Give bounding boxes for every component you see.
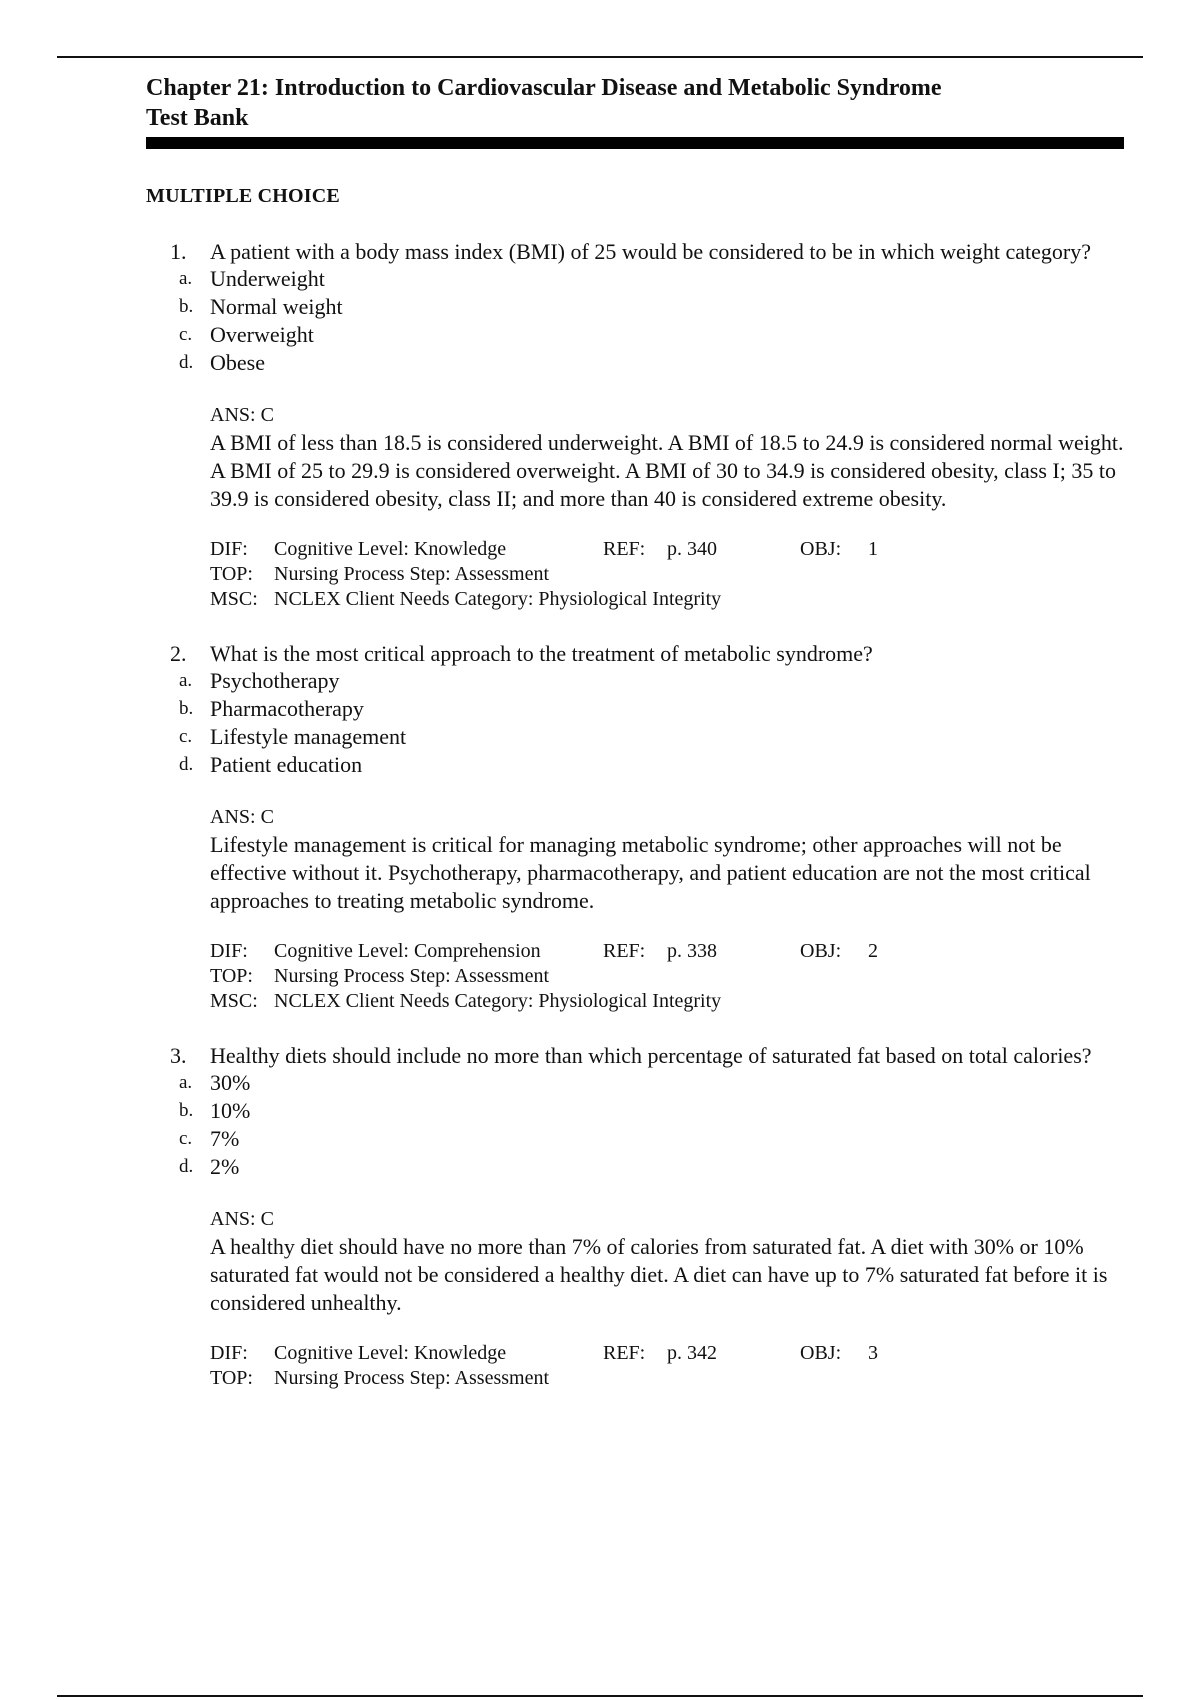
obj-value: 1 [868, 538, 878, 560]
section-heading: MULTIPLE CHOICE [146, 185, 340, 207]
document-title-line2: Test Bank [146, 105, 249, 131]
answer-block [210, 1205, 1130, 1317]
obj-field [800, 1341, 878, 1366]
ref-label: REF: [603, 538, 646, 560]
msc-label: MSC: [210, 588, 258, 610]
choice-d [179, 349, 1130, 377]
ref-label: REF: [603, 940, 646, 962]
answer-rationale: A healthy diet should have no more than 7% of calories from saturated fat. A diet with 30% or 10% saturated fat would not be considered a healthy diet. A diet can have up to 7% saturated fat before it is considered unhealthy. [210, 1234, 1108, 1315]
choice-letter: d. [179, 754, 194, 775]
choice-b [179, 293, 1130, 321]
choice-letter: b. [179, 296, 194, 317]
dif-value: Cognitive Level: Knowledge [274, 538, 507, 560]
ref-field [603, 939, 717, 964]
question-1 [170, 238, 1130, 612]
document-title [146, 73, 1124, 133]
obj-label: OBJ: [800, 538, 842, 560]
choice-c [179, 321, 1130, 349]
meta-row-msc [210, 989, 1130, 1014]
ref-label: REF: [603, 1342, 646, 1364]
choice-text: Pharmacotherapy [210, 696, 364, 721]
choice-text: 2% [210, 1154, 240, 1179]
choice-letter: c. [179, 324, 193, 345]
answer-block [210, 803, 1130, 915]
question-number: 1. [170, 239, 187, 264]
choice-b [179, 695, 1130, 723]
question-metadata [210, 1341, 1130, 1391]
choice-letter: b. [179, 1100, 194, 1121]
choice-letter: d. [179, 352, 194, 373]
ref-value: p. 338 [667, 940, 717, 962]
question-metadata [210, 939, 1130, 1014]
answer-key: ANS: C [210, 1208, 274, 1230]
obj-field [800, 537, 878, 562]
meta-row-dif [210, 1341, 1130, 1366]
choice-text: Underweight [210, 266, 325, 291]
obj-label: OBJ: [800, 940, 842, 962]
choice-a [179, 265, 1130, 293]
meta-row-dif [210, 939, 1130, 964]
answer-rationale: Lifestyle management is critical for managing metabolic syndrome; other approaches will not be effective without it. Psychotherapy, pharmacotherapy, and patient education are not the most critical approaches to treating metabolic syndrome. [210, 832, 1091, 913]
question-number: 3. [170, 1043, 187, 1068]
question-list [170, 238, 1130, 1419]
meta-row-dif [210, 537, 1130, 562]
choice-letter: a. [179, 670, 193, 691]
choice-text: 10% [210, 1098, 251, 1123]
obj-field [800, 939, 878, 964]
choice-a [179, 1069, 1130, 1097]
msc-value: NCLEX Client Needs Category: Physiological Integrity [274, 990, 722, 1012]
ref-value: p. 342 [667, 1342, 717, 1364]
top-value: Nursing Process Step: Assessment [274, 563, 549, 585]
choice-letter: a. [179, 268, 193, 289]
meta-row-top [210, 562, 1130, 587]
choice-text: Patient education [210, 752, 363, 777]
choice-a [179, 667, 1130, 695]
obj-value: 3 [868, 1342, 878, 1364]
choice-c [179, 1125, 1130, 1153]
answer-block [210, 401, 1130, 513]
title-underline-bar [146, 137, 1124, 149]
choice-letter: c. [179, 726, 193, 747]
meta-row-top [210, 964, 1130, 989]
ref-field [603, 1341, 717, 1366]
top-value: Nursing Process Step: Assessment [274, 1367, 549, 1389]
choice-letter: b. [179, 698, 194, 719]
choice-text: Overweight [210, 322, 314, 347]
choice-list [179, 265, 1130, 377]
choice-text: Normal weight [210, 294, 343, 319]
dif-label: DIF: [210, 940, 248, 962]
question-3 [170, 1042, 1130, 1391]
obj-label: OBJ: [800, 1342, 842, 1364]
choice-list [179, 667, 1130, 779]
meta-row-top [210, 1366, 1130, 1391]
choice-d [179, 1153, 1130, 1181]
question-metadata [210, 537, 1130, 612]
document-header [146, 73, 1124, 149]
dif-label: DIF: [210, 538, 248, 560]
obj-value: 2 [868, 940, 878, 962]
question-stem: What is the most critical approach to the treatment of metabolic syndrome? [210, 641, 873, 666]
meta-row-msc [210, 587, 1130, 612]
question-2 [170, 640, 1130, 1014]
question-number: 2. [170, 641, 187, 666]
question-stem: A patient with a body mass index (BMI) of 25 would be considered to be in which weight category? [210, 239, 1092, 264]
choice-text: 30% [210, 1070, 251, 1095]
choice-letter: a. [179, 1072, 193, 1093]
answer-key: ANS: C [210, 404, 274, 426]
answer-rationale: A BMI of less than 18.5 is considered underweight. A BMI of 18.5 to 24.9 is considered normal weight. A BMI of 25 to 29.9 is considered overweight. A BMI of 30 to 34.9 is considered obesity, class I; 35 to 39.9 is considered obesity, class II; and more than 40 is considered extreme obesity. [210, 430, 1124, 511]
dif-label: DIF: [210, 1342, 248, 1364]
msc-label: MSC: [210, 990, 258, 1012]
choice-text: Lifestyle management [210, 724, 407, 749]
top-label: TOP: [210, 965, 253, 987]
ref-value: p. 340 [667, 538, 717, 560]
choice-letter: c. [179, 1128, 193, 1149]
choice-b [179, 1097, 1130, 1125]
page-top-rule [57, 56, 1143, 58]
top-value: Nursing Process Step: Assessment [274, 965, 549, 987]
ref-field [603, 537, 717, 562]
document-title-line1: Chapter 21: Introduction to Cardiovascular Disease and Metabolic Syndrome [146, 75, 942, 101]
choice-text: Psychotherapy [210, 668, 340, 693]
dif-value: Cognitive Level: Knowledge [274, 1342, 507, 1364]
choice-letter: d. [179, 1156, 194, 1177]
choice-c [179, 723, 1130, 751]
msc-value: NCLEX Client Needs Category: Physiological Integrity [274, 588, 722, 610]
top-label: TOP: [210, 1367, 253, 1389]
choice-text: Obese [210, 350, 265, 375]
question-stem: Healthy diets should include no more than which percentage of saturated fat based on total calories? [210, 1043, 1092, 1068]
choice-text: 7% [210, 1126, 240, 1151]
choice-d [179, 751, 1130, 779]
page-bottom-rule [57, 1695, 1143, 1697]
choice-list [179, 1069, 1130, 1181]
answer-key: ANS: C [210, 806, 274, 828]
dif-value: Cognitive Level: Comprehension [274, 940, 541, 962]
top-label: TOP: [210, 563, 253, 585]
